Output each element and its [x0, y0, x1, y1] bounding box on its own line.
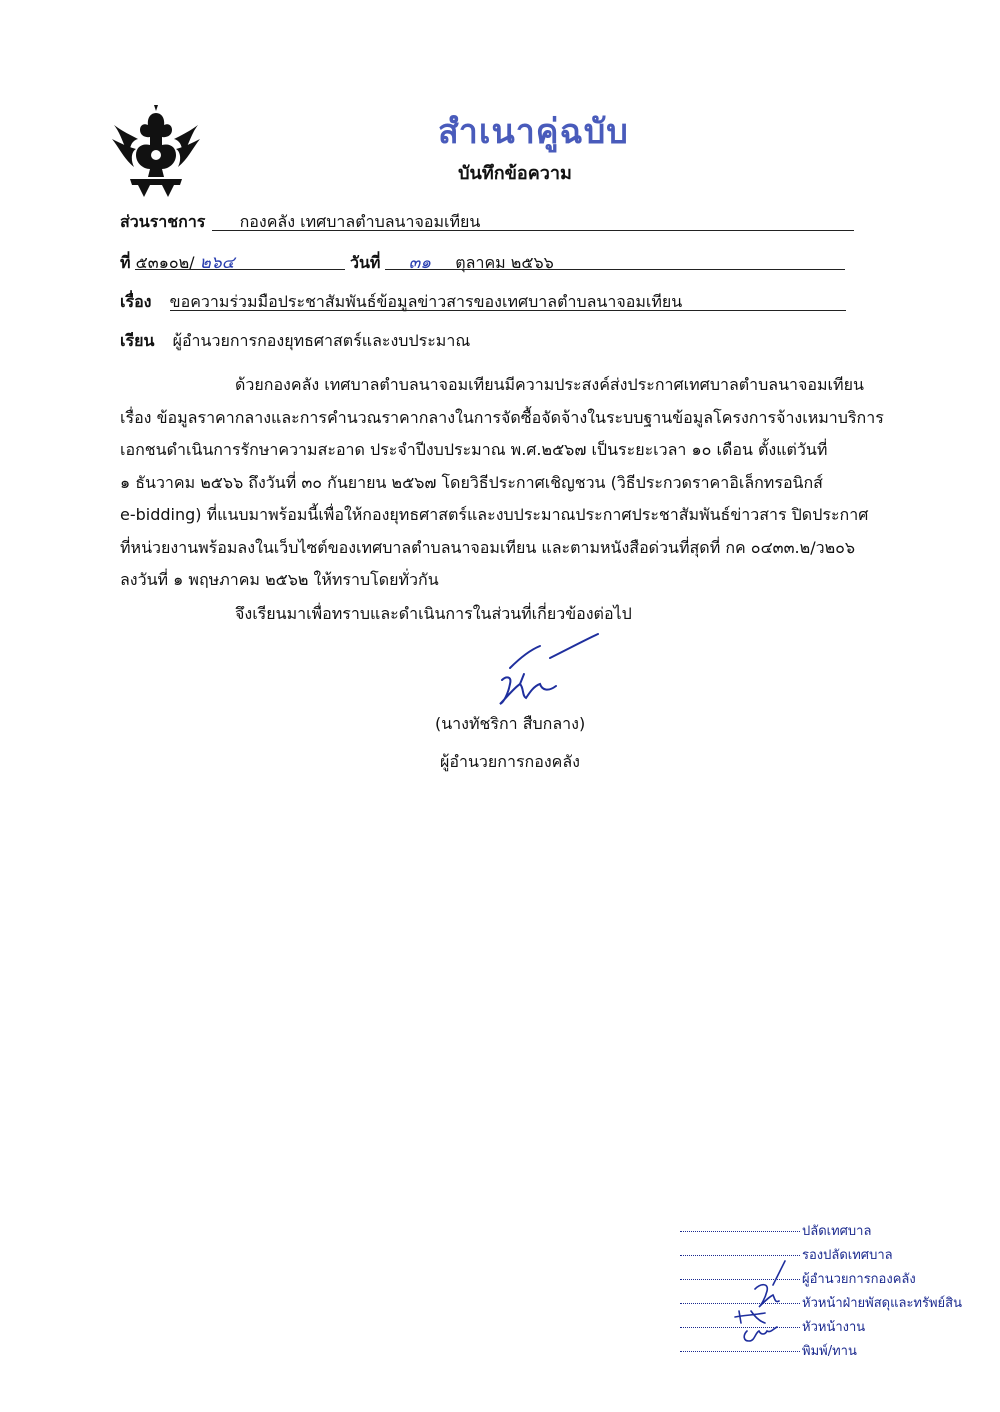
copy-stamp: สำเนาคู่ฉบับ — [438, 112, 629, 152]
date-label: วันที่ — [350, 253, 381, 272]
recipient-row — [120, 329, 470, 354]
reference-label: ที่ — [120, 253, 131, 272]
body-line: เอกชนดำเนินการรักษาความสะอาด ประจำปีงบประมาณ พ.ศ.๒๕๖๗ เป็นระยะเวลา ๑๐ เดือน ตั้งแต่วันที่ — [120, 440, 828, 459]
approval-line: รองปลัดเทศบาล — [680, 1244, 893, 1266]
date-underline — [385, 269, 845, 270]
body-line: e-bidding) ที่แนบมาพร้อมนี้เพื่อให้กองยุทธศาสตร์และงบประมาณประกาศประชาสัมพันธ์ข่าวสาร ปิดประกาศ — [120, 505, 869, 524]
body-paragraph — [120, 369, 920, 597]
approval-line: ปลัดเทศบาล — [680, 1220, 871, 1242]
body-line: ที่หน่วยงานพร้อมลงในเว็บไซต์ของเทศบาลตำบลนาจอมเทียน และตามหนังสือด่วนที่สุดที่ กค ๐๔๓๓.๒/ว๒๐๖ — [120, 537, 856, 557]
recipient-label: เรียน — [120, 331, 155, 350]
approval-line: หัวหน้าฝ่ายพัสดุและทรัพย์สิน — [680, 1292, 962, 1314]
department-label: ส่วนราชการ — [120, 212, 206, 231]
signatory-position: ผู้อำนวยการกองคลัง — [440, 752, 580, 771]
approval-line: พิมพ์/ทาน — [680, 1340, 857, 1362]
reference-underline — [135, 269, 345, 270]
recipient-value: ผู้อำนวยการกองยุทธศาสตร์และงบประมาณ — [172, 331, 471, 350]
signature-scribble — [490, 628, 610, 708]
subject-underline — [170, 310, 846, 311]
subject-row — [120, 290, 682, 315]
closing-line: จึงเรียนมาเพื่อทราบและดำเนินการในส่วนที่เกี่ยวข้องต่อไป — [235, 604, 632, 623]
approval-line: หัวหน้างาน — [680, 1316, 865, 1338]
reference-row — [120, 249, 235, 276]
department-value: กองคลัง เทศบาลตำบลนาจอมเทียน — [239, 212, 481, 231]
subject-label: เรื่อง — [120, 292, 152, 311]
body-line: ๑ ธันวาคม ๒๕๖๖ ถึงวันที่ ๓๐ กันยายน ๒๕๖๗ โดยวิธีประกาศเชิญชวน (วิธีประกวดราคาอิเล็กทรอนิกส์ — [120, 472, 823, 492]
department-row — [120, 210, 480, 235]
page-title: บันทึกข้อความ — [458, 163, 572, 184]
signatory-name: (นางทัชริกา สืบกลาง) — [435, 714, 586, 733]
subject-value: ขอความร่วมมือประชาสัมพันธ์ข้อมูลข่าวสารของเทศบาลตำบลนาจอมเทียน — [169, 292, 683, 311]
department-underline — [212, 230, 854, 231]
reference-number: ๕๓๑๐๒/ — [135, 253, 195, 272]
body-line: เรื่อง ข้อมูลราคากลางและการคำนวณราคากลางในการจัดซื้อจัดจ้างในระบบฐานข้อมูลโครงการจ้างเหมาบริการ — [120, 407, 884, 427]
date-day-handwritten: ๓๑ — [408, 253, 432, 273]
date-row — [350, 249, 554, 276]
body-line: ด้วยกองคลัง เทศบาลตำบลนาจอมเทียนมีความประสงค์ส่งประกาศเทศบาลตำบลนาจอมเทียน — [235, 375, 864, 394]
initials-scribble — [725, 1255, 805, 1345]
reference-handwritten: ๒๖๔ — [199, 253, 235, 273]
body-line: ลงวันที่ ๑ พฤษภาคม ๒๕๖๒ ให้ทราบโดยทั่วกัน — [120, 570, 439, 589]
date-month-year: ตุลาคม ๒๕๖๖ — [455, 253, 554, 272]
approval-line: ผู้อำนวยการกองคลัง — [680, 1268, 916, 1290]
